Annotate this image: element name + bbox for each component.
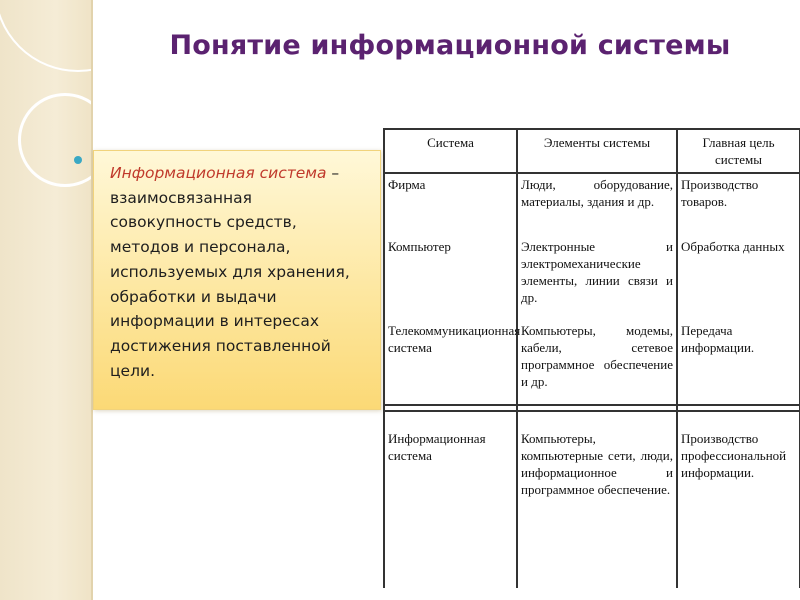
table-cell-system: Информационная система [388, 431, 486, 463]
table-cell-goal: Обработка данных [681, 239, 785, 254]
definition-text: – взаимосвязанная совокупность средств, методов и персонала, используемых для хранения, обработки и выдачи информации в интересах достижения поставленной цели. [110, 164, 350, 380]
table-cell-goal: Передача информации. [681, 323, 755, 355]
decorative-sidebar [0, 0, 93, 600]
table-cell-goal: Производство товаров. [681, 177, 759, 209]
definition-box [93, 150, 381, 410]
table-cell-elements: Люди, оборудование, материалы, здания и др. [521, 177, 673, 209]
table-cell-system: Фирма [388, 177, 426, 192]
decorative-circle [18, 93, 93, 187]
table-cell-system: Телекоммуникационная система [388, 323, 521, 355]
table-header-goal: Главная цель системы [702, 135, 775, 167]
systems-table [383, 128, 800, 588]
table-cell-elements: Компьютеры, модемы, кабели, сетевое программное обеспечение и др. [521, 323, 673, 389]
table-cell-system: Компьютер [388, 239, 451, 254]
table-header-system: Система [427, 135, 474, 150]
table-cell-elements: Электронные и электромеханические элементы, линии связи и др. [521, 239, 673, 305]
definition-term: Информационная система [110, 164, 327, 182]
table-cell-goal: Производство профессиональной информации. [681, 431, 787, 480]
slide-title: Понятие информационной системы [169, 30, 731, 61]
bullet-icon [74, 156, 82, 164]
table-cell-elements: Компьютеры, компьютерные сети, люди, информационное и программное обеспечение. [521, 431, 673, 497]
table-header-elements: Элементы системы [543, 135, 651, 150]
